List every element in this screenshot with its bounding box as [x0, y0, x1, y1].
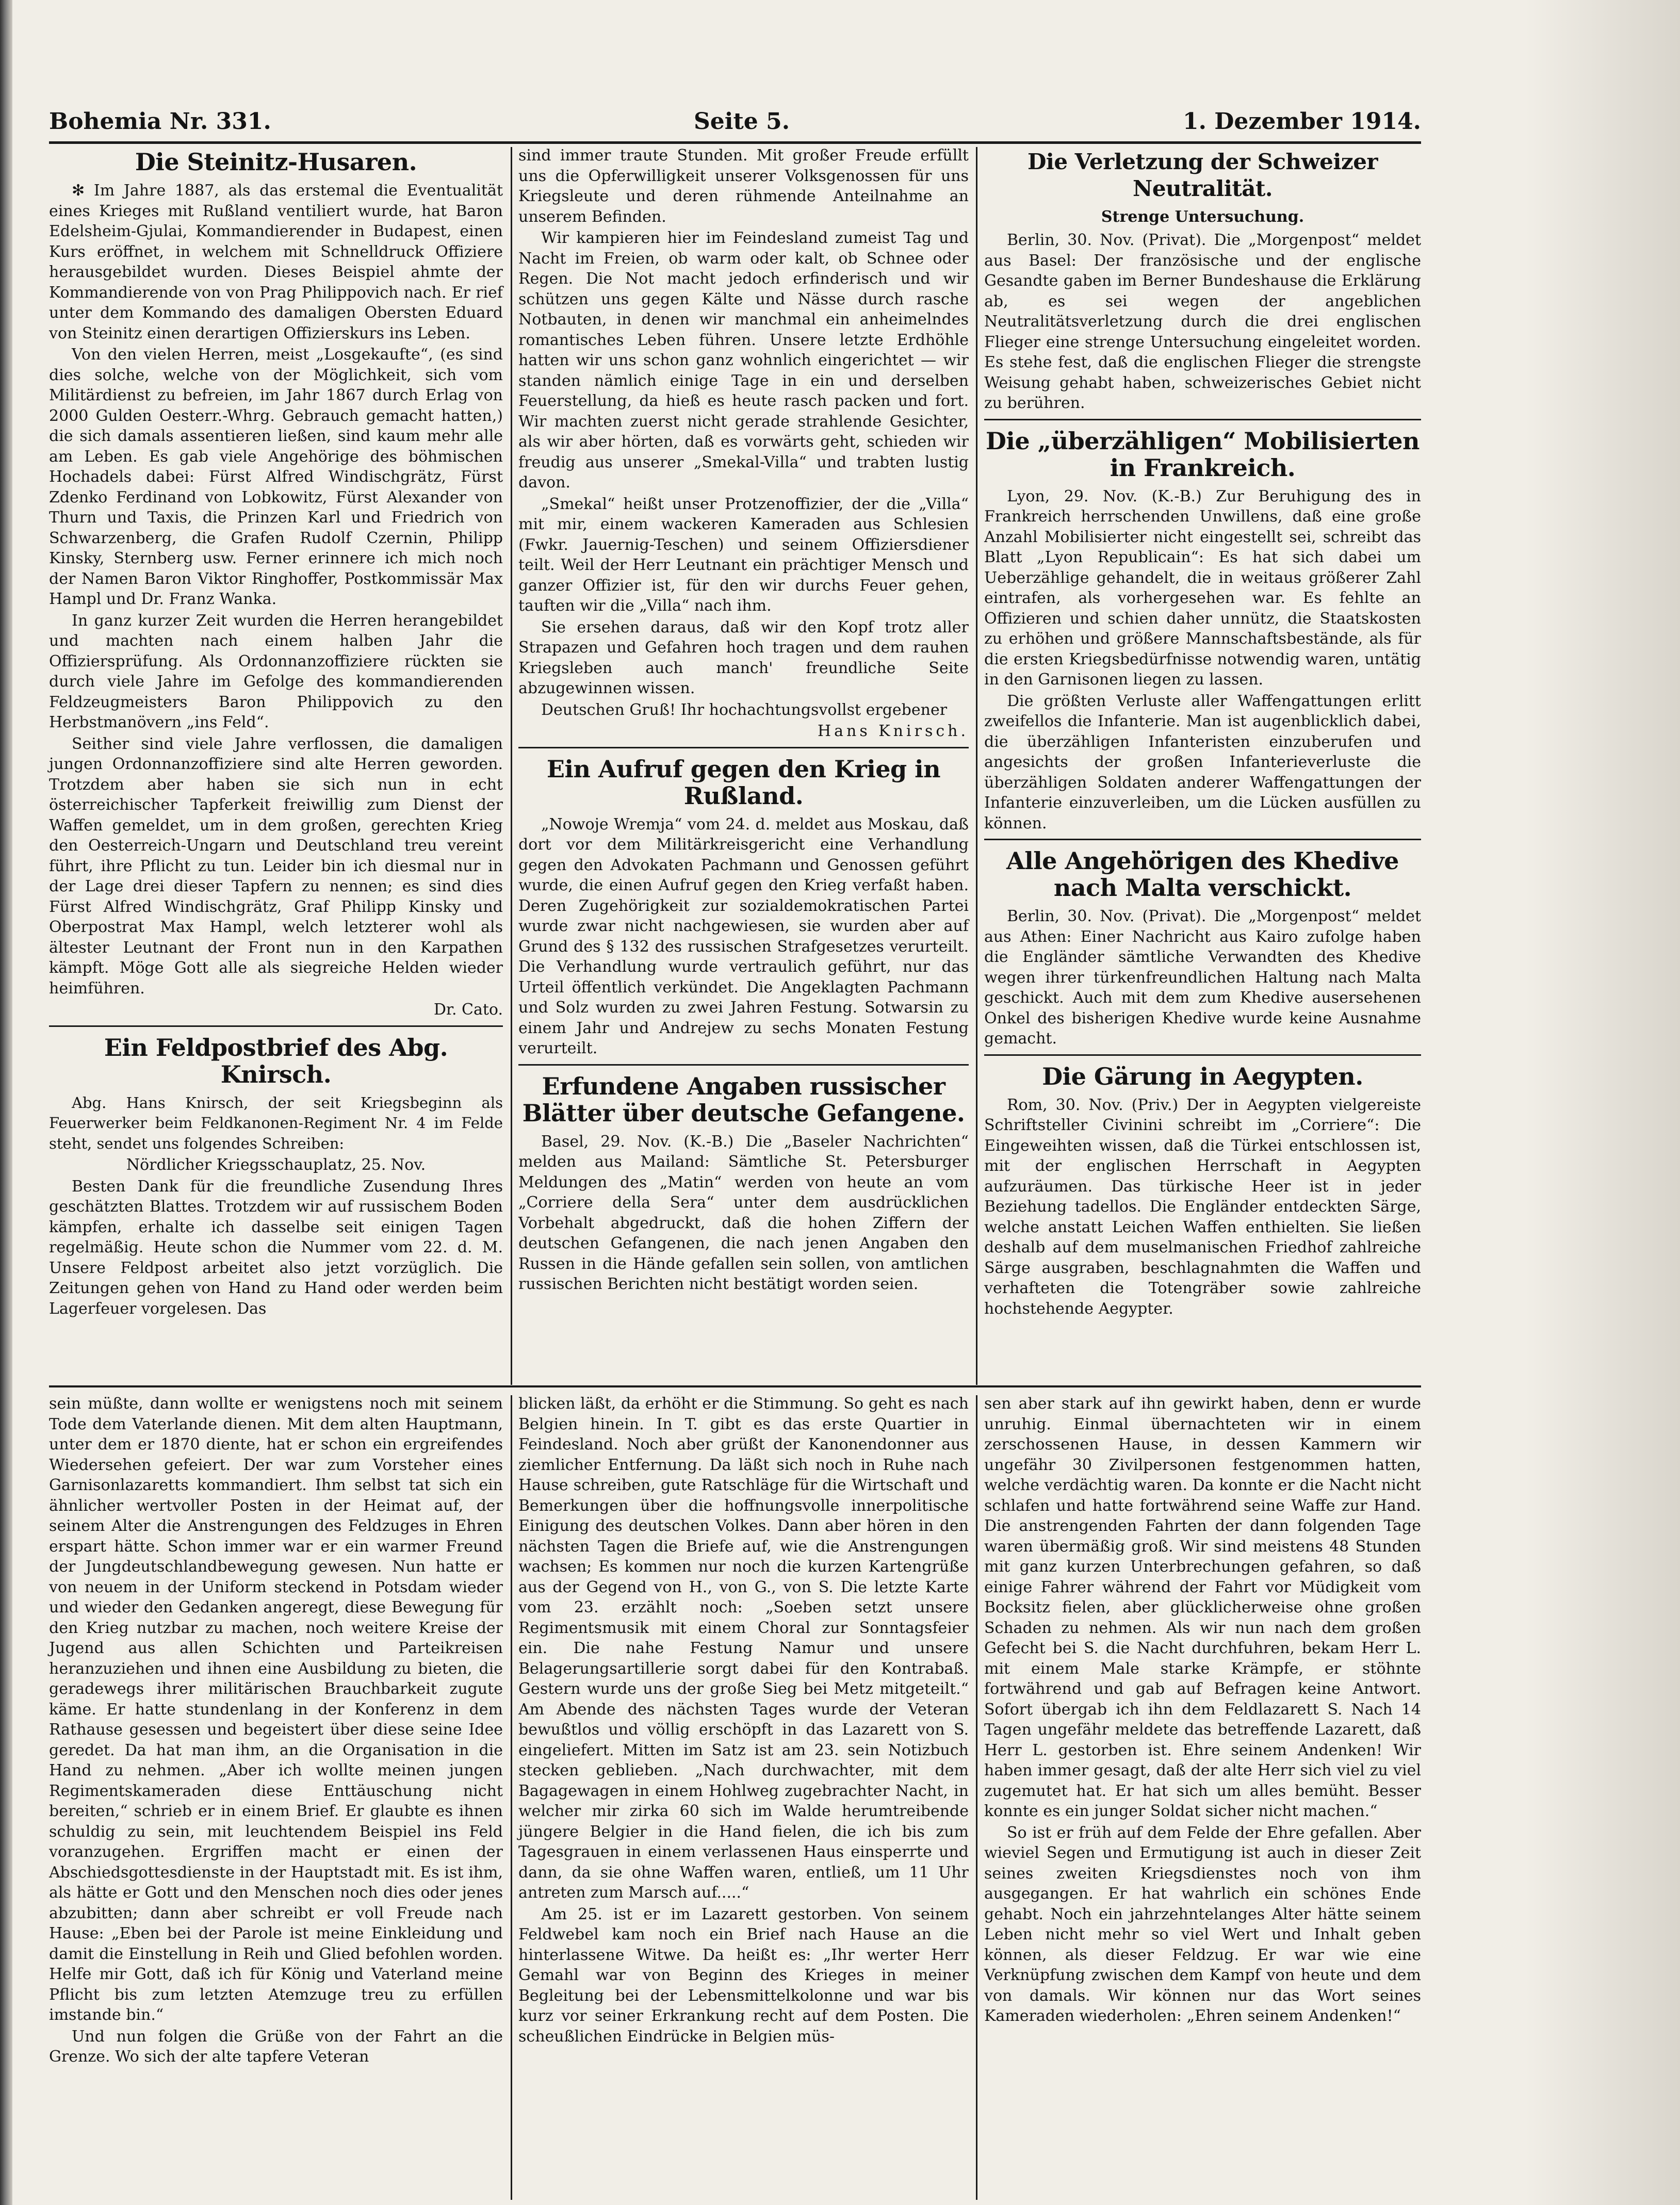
article-paragraph: Berlin, 30. Nov. (Privat). Die „Morgenpost“ meldet aus Athen: Einer Nachricht aus Kairo zufolge haben die Engländer sämtliche Verwandten des Khedive wegen ihrer türkenfreundlichen Haltung nach Malta geschickt. Auch mit dem zum Khedive ausersehenen Onkel des bisherigen Khedive wurde keine Ausnahme gemacht. [984, 907, 1421, 1048]
article-paragraph: Lyon, 29. Nov. (K.-B.) Zur Beruhigung des in Frankreich herrschenden Unwillens, daß eine große Anzahl Mobilisierter nicht eingestellt sei, schreibt das Blatt „Lyon Republicain“: Es hat sich dabei um Ueberzählige gehandelt, die in weitaus größerer Zahl eintrafen, als vorhergesehen war. Es fehlte an Offizieren und schien daher unnütz, die Staatskosten zu erhöhen und größere Mannschaftsbestände, als für die ersten Kriegsbedürfnisse notwendig waren, untätig in den Garnisonen liegen zu lassen. [984, 487, 1421, 689]
headline-gaerung-aegypten: Die Gärung in Aegypten. [1042, 1062, 1363, 1090]
column-rule-2 [976, 147, 977, 1385]
column-3 [984, 145, 1421, 1381]
header-rule [49, 141, 1421, 144]
issue-date: 1. Dezember 1914. [1183, 108, 1421, 135]
column-rule-3 [511, 1395, 512, 2200]
article-paragraph: sind immer traute Stunden. Mit großer Freude erfüllt uns die Opferwilligkeit unserer Volksgenossen für uns Kriegsleute und deren rühmende Anteilnahme an unserem Befinden. [518, 146, 969, 226]
article-paragraph: sen aber stark auf ihn gewirkt haben, denn er wurde unruhig. Einmal übernachteten wir in einem zerschossenen Hause, in dessen Kammern wir ungefähr 30 Zivilpersonen festgenommen hatten, welche verdächtig waren. Da konnte er die Nacht nicht schlafen und hatte fortwährend seine Waffe zur Hand. Die anstrengenden Fahrten der dann folgenden Tage waren übermäßig groß. Wir sind meistens 48 Stunden mit ganz kurzen Unterbrechungen gefahren, so daß einige Fahrer während der Fahrt vor Müdigkeit vom Bocksitz fielen, aber glücklicherweise ohne großen Schaden zu nehmen. Als wir nun nach dem großen Gefecht bei S. die Nacht durchfuhren, bekam Herr L. mit einem Male starke Krämpfe, er stöhnte fortwährend und gab auf Befragen keine Antwort. Sofort übergab ich ihn dem Feldlazarett S. Nach 14 Tagen ungefähr meldete das betreffende Lazarett, daß Herr L. gestorben ist. Ehre seinem Andenken! Wir haben immer gesagt, daß der alte Herr sich viel zu viel zugemutet hat. Er hat sich um alles bemüht. Besser konnte es ein junger Soldat sicher nicht machen.“ [984, 1395, 1421, 1820]
article-paragraph: „Smekal“ heißt unser Protzenoffizier, der die „Villa“ mit mir, einem wackeren Kameraden aus Schlesien (Fwkr. Jauernig-Teschen) und seinem Offiziersdiener teilt. Weil der Herr Leutnant ein prächtiger Mensch und ganzer Offizier ist, für den wir durchs Feuer gehen, tauften wir die „Villa“ nach ihm. [518, 495, 969, 615]
headline-steinitz-husaren: Die Steinitz-Husaren. [135, 148, 417, 176]
masthead-issue: Bohemia Nr. 331. [49, 108, 271, 135]
article-paragraph: Am 25. ist er im Lazarett gestorben. Von seinem Feldwebel kam noch ein Brief nach Hause an die hinterlassene Witwe. Da heißt es: „Ihr werter Herr Gemahl war von Beginn des Krieges in meiner Begleitung bei der Lebensmittelkolonne und war bis kurz vor seiner Erkrankung recht auf dem Posten. Die scheußlichen Eindrücke in Belgien müs- [518, 1905, 969, 2046]
article-paragraph: Besten Dank für die freundliche Zusendung Ihres geschätzten Blattes. Trotzdem wir auf russischem Boden kämpfen, erhalte ich dasselbe seit einigen Tagen regelmäßig. Heute schon die Nummer vom 22. d. M. Unsere Feldpost arbeitet also jetzt vorzüglich. Die Zeitungen gehen von Hand zu Hand oder werden beim Lagerfeuer vorgelesen. Das [49, 1177, 503, 1318]
page-header [49, 108, 1421, 139]
article-divider [518, 747, 969, 748]
author-signature: Dr. Cato. [433, 1001, 503, 1019]
article-paragraph: Basel, 29. Nov. (K.-B.) Die „Baseler Nachrichten“ melden aus Mailand: Sämtliche St. Petersburger Meldungen des „Matin“ werden von heute an vom „Corriere della Sera“ unter dem ausdrücklichen Vorbehalt abgedruckt, daß die hohen Ziffern der deutschen Gefangenen, die nach jenen Angaben den Russen in die Hände gefallen sein sollen, von amtlichen russischen Berichten nicht bestätigt worden seien. [518, 1132, 969, 1293]
article-paragraph: Berlin, 30. Nov. (Privat). Die „Morgenpost“ meldet aus Basel: Der französische und der englische Gesandte gaben im Berner Bundeshause die Erklärung ab, es sei wegen der angeblichen Neutralitätsverletzung durch die drei englischen Flieger eine strenge Untersuchung eingeleitet worden. Es stehe fest, daß die englischen Flieger die strengste Weisung gehabt haben, schweizerisches Gebiet nicht zu berühren. [984, 231, 1421, 412]
headline-erfundene-angaben: Erfundene Angaben russischer Blätter über deutsche Gefangene. [522, 1072, 965, 1127]
article-paragraph: Die größten Verluste aller Waffengattungen erlitt zweifellos die Infanterie. Man ist augenblicklich dabei, die überzähligen Infanteristen einzuberufen und angesichts der großen Infanterieverluste die überzähligen Soldaten anderer Waffengattungen der Infanterie einzuverleiben, um die Lücken ausfüllen zu können. [984, 692, 1421, 832]
column-rule-1 [511, 147, 512, 1385]
headline-ueberzaehligen: Die „überzähligen“ Mobilisierten in Frankreich. [986, 427, 1420, 482]
column-1 [49, 145, 503, 1381]
page-edge-shadow [1525, 0, 1680, 2205]
article-divider [984, 839, 1421, 840]
article-lead: Abg. Hans Knirsch, der seit Kriegsbeginn als Feuerwerker beim Feldkanonen-Regiment Nr. 4 im Felde steht, sendet uns folgendes Schreiben: [49, 1093, 503, 1152]
headline-feldpostbrief: Ein Feldpostbrief des Abg. Knirsch. [104, 1033, 448, 1088]
bottom-column-2 [518, 1394, 969, 2198]
article-paragraph: „Nowoje Wremja“ vom 24. d. meldet aus Moskau, daß dort vor dem Militärkreisgericht eine Verhandlung gegen den Advokaten Pachmann und Genossen geführt wurde, die einen Aufruf gegen den Krieg verfaßt haben. Deren Zugehörigkeit zur sozialdemokratischen Partei wurde zwar nicht nachgewiesen, sie wurden aber auf Grund des § 132 des russischen Strafgesetzes verurteilt. Die Verhandlung wurde vertraulich geführt, nur das Urteil öffentlich verkündet. Die Angeklagten Pachmann und Solz wurden zu zwei Jahren Festung. Sotwarsin zu einem Jahr und Andrejew zu sechs Monaten Festung verurteilt. [518, 815, 969, 1057]
article-paragraph: Von den vielen Herren, meist „Losgekaufte“, (es sind dies solche, welche von der Möglichkeit, sich vom Militärdienst zu befreien, im Jahr 1867 durch Erlag von 2000 Gulden Oesterr.-Whrg. Gebrauch gemacht hatten,) die sich damals assentieren ließen, sind kaum mehr alle am Leben. Es gab viele Angehörige des böhmischen Hochadels dabei: Fürst Alfred Windischgrätz, Fürst Zdenko Ferdinand von Lobkowitz, Fürst Alexander von Thurn und Taxis, die Prinzen Karl und Friedrich von Schwarzenberg, die Grafen Rudolf Czernin, Philipp Kinsky, Sternberg usw. Ferner erinnere ich mich noch der Namen Baron Viktor Ringhoffer, Postkommissär Max Hampl und Dr. Franz Wanka. [49, 346, 503, 608]
headline-schweizer-neutralitaet: Die Verletzung der Schweizer Neutralität. [1027, 149, 1378, 201]
article-paragraph: ✻ Im Jahre 1887, als das erstemal die Eventualität eines Krieges mit Rußland ventiliert wurde, hat Baron Edelsheim-Gjulai, Kommandierender in Budapest, einen Kurs eröffnet, in welchem mit Schnelldruck Offiziere herausgebildet wurden. Dieses Beispiel ahmte der Kommandierende von von Prag Philippovich nach. Er rief unter dem Kommando des damaligen Obersten Eduard von Steinitz einen derartigen Offizierskurs ins Leben. [49, 182, 503, 342]
article-dateline: Nördlicher Kriegsschauplatz, 25. Nov. [126, 1156, 426, 1174]
column-rule-4 [976, 1395, 977, 2200]
article-paragraph: So ist er früh auf dem Felde der Ehre gefallen. Aber wieviel Segen und Ermutigung ist auch in dieser Zeit seines zweiten Kriegsdienstes noch von ihm ausgegangen. Er hat wahrlich ein schönes Ende gehabt. Noch ein jahrzehntelanges Alter hätte seinem Leben nicht mehr so viel Wert und Inhalt geben können, als dieser Feldzug. Er war wie eine Verknüpfung zwischen dem Kampf von heute und dem von damals. Wir können nur das Wort seines Kameraden wiederholen: „Ehren seinem Andenken!“ [984, 1823, 1421, 2025]
article-divider [984, 1054, 1421, 1056]
fold-separator [49, 1385, 1421, 1387]
article-paragraph: sein müßte, dann wollte er wenigstens noch mit seinem Tode dem Vaterlande dienen. Mit dem alten Hauptmann, unter dem er 1870 diente, hat er schon ein ergreifendes Wiedersehen gefeiert. Der war zum Vorsteher eines Garnisonlazaretts kommandiert. Ihm selbst tat sich ein ähnlicher wertvoller Posten in der Heimat auf, der seinem Alter die Anstrengungen des Feldzuges in Ehren erspart hätte. Schon immer war er ein warmer Freund der Jungdeutschlandbewegung gewesen. Nun hatte er von neuem in der Uniform steckend in Potsdam wieder und wieder den Gedanken angeregt, diese Bewegung für den Krieg nutzbar zu machen, noch weitere Kreise der Jugend aus allen Schichten und Parteikreisen heranzuziehen und ihnen eine Ausbildung zu bieten, die geradewegs ihrer militärischen Brauchbarkeit zugute käme. Er hatte stundenlang in der Konferenz in dem Rathause gesessen und begeistert über diese seine Idee geredet. Da hat man ihm, an die Organisation in die Hand zu nehmen. „Aber ich wollte meinen jungen Regimentskameraden diese Enttäuschung nicht bereiten,“ schrieb er in einem Brief. Er glaubte es ihnen schuldig zu sein, mit leuchtendem Beispiel ins Feld voranzugehen. Ergriffen macht er einen der Abschiedsgottesdienste in der Hauptstadt mit. Es ist ihm, als hätte er Gott und den Menschen noch dies oder jenes abzubitten; dann aber schreibt er voll Freude nach Hause: „Eben bei der Parole ist meine Einkleidung und damit die Einstellung in Reih und Glied befohlen worden. Helfe mir Gott, daß ich für König und Vaterland meine Pflicht bis zum letzten Atemzuge treu zu erfüllen imstande bin.“ [49, 1395, 503, 2024]
page-number: Seite 5. [694, 108, 790, 135]
article-paragraph: Sie ersehen daraus, daß wir den Kopf trotz aller Strapazen und Gefahren hoch tragen und dem rauhen Kriegsleben auch manch' freundliche Seite abzugewinnen wissen. [518, 618, 969, 697]
article-paragraph: In ganz kurzer Zeit wurden die Herren herangebildet und machten nach einem halben Jahr die Offiziersprüfung. Als Ordonnanzoffiziere rückten sie durch viele Jahre im Gefolge des kommandierenden Feldzeugmeisters Baron Philippovich zu den Herbstmanövern „ins Feld“. [49, 611, 503, 731]
article-paragraph: blicken läßt, da erhöht er die Stimmung. So geht es nach Belgien hinein. In T. gibt es das erste Quartier in Feindesland. Noch aber grüßt der Kanonendonner aus ziemlicher Entfernung. Da läßt sich noch in Ruhe nach Hause schreiben, gute Ratschläge für die Wirtschaft und Bemerkungen über die hoffnungsvolle innerpolitische Einigung des deutschen Volkes. Dann aber hören in den nächsten Tagen die Briefe auf, wie die Anstrengungen wachsen; Es kommen nur noch die kurzen Kartengrüße aus der Gegend von H., von G., von S. Die letzte Karte vom 23. erzählt noch: „Soeben setzt unsere Regimentsmusik mit einem Choral zur Sonntagsfeier ein. Die nahe Festung Namur und unsere Belagerungsartillerie sorgt dabei für den Kontrabaß. Gestern wurde uns der große Sieg bei Metz mitgeteilt.“ Am Abende des nächsten Tages wurde der Veteran bewußtlos und völlig erschöpft in das Lazarett von S. eingeliefert. Mitten im Satz ist am 23. sein Notizbuch stecken geblieben. „Nach durchwachter, mit dem Bagagewagen in einem Hohlweg zugebrachter Nacht, in welcher mir zirka 60 sich im Walde herumtreibende jüngere Belgier in die Hand fielen, die ich bis zum Tagesgrauen in einem verlassenen Haus einsperrte und dann, da sie ohne Waffen waren, entließ, um 11 Uhr antreten zum Marsch auf.....“ [518, 1395, 969, 1902]
subheadline: Strenge Untersuchung. [1101, 208, 1304, 226]
page-binding-shadow [0, 0, 12, 2205]
column-2 [518, 145, 969, 1381]
bottom-column-1 [49, 1394, 503, 2198]
article-paragraph: Seither sind viele Jahre verflossen, die damaligen jungen Ordonnanzoffiziere sind alte Herren geworden. Trotzdem aber haben sie sich nun in echt österreichischer Tapferkeit freiwillig zum Dienst der Waffen gemeldet, um in dem großen, gerechten Krieg den Oesterreich-Ungarn und Deutschland treu vereint führt, ihre Pflicht zu tun. Leider bin ich diesmal nur in der Lage drei dieser Tapfern zu nennen; es sind dies Fürst Alfred Windischgrätz, Graf Philipp Kinsky und Oberpostrat Max Hampl, welch letzterer wohl als ältester Leutnant der Front nun in den Karpathen kämpft. Möge Gott alle als siegreiche Helden wieder heimführen. [49, 734, 503, 998]
article-divider [984, 419, 1421, 420]
headline-khedive: Alle Angehörigen des Khedive nach Malta verschickt. [1006, 847, 1399, 902]
bottom-column-3 [984, 1394, 1421, 2198]
headline-aufruf-krieg: Ein Aufruf gegen den Krieg in Rußland. [546, 755, 941, 810]
article-paragraph: Wir kampieren hier im Feindesland zumeist Tag und Nacht im Freien, ob warm oder kalt, ob Schnee oder Regen. Die Not macht jedoch erfinderisch und wir schützen uns gegen Kälte und Nässe durch rasche Notbauten, in denen wir manchmal ein anheimelndes romantisches Leben führen. Unsere letzte Erdhöhle hatten wir uns schon ganz wohnlich eingerichtet — wir standen nämlich einige Tage in ein und derselben Feuerstellung, da hieß es heute rasch packen und fort. Wir machten zuerst nicht gerade strahlende Gesichter, als wir aber hörten, daß es vorwärts geht, schieden wir freudig aus unserer „Smekal-Villa“ und trabten lustig davon. [518, 229, 969, 492]
article-paragraph: Rom, 30. Nov. (Priv.) Der in Aegypten vielgereiste Schriftsteller Civinini schreibt im „Corriere“: Die Eingeweihten wissen, daß die Türkei entschlossen ist, mit der englischen Herrschaft in Aegypten aufzuräumen. Das türkische Heer ist in jeder Beziehung tadellos. Die Engländer entdeckten Särge, welche anstatt Leichen Waffen enthielten. Sie ließen deshalb auf dem muselmanischen Friedhof zahlreiche Särge ausgraben, beschlagnahmten die Waffen und verhafteten die Totengräber sowie zahlreiche hochstehende Aegypter. [984, 1096, 1421, 1318]
author-signature: Hans Knirsch. [817, 722, 969, 740]
article-divider [49, 1025, 503, 1027]
article-paragraph: Deutschen Gruß! Ihr hochachtungsvollst ergebener [541, 700, 948, 719]
article-divider [518, 1064, 969, 1066]
article-paragraph: Und nun folgen die Grüße von der Fahrt an die Grenze. Wo sich der alte tapfere Veteran [49, 2027, 503, 2066]
